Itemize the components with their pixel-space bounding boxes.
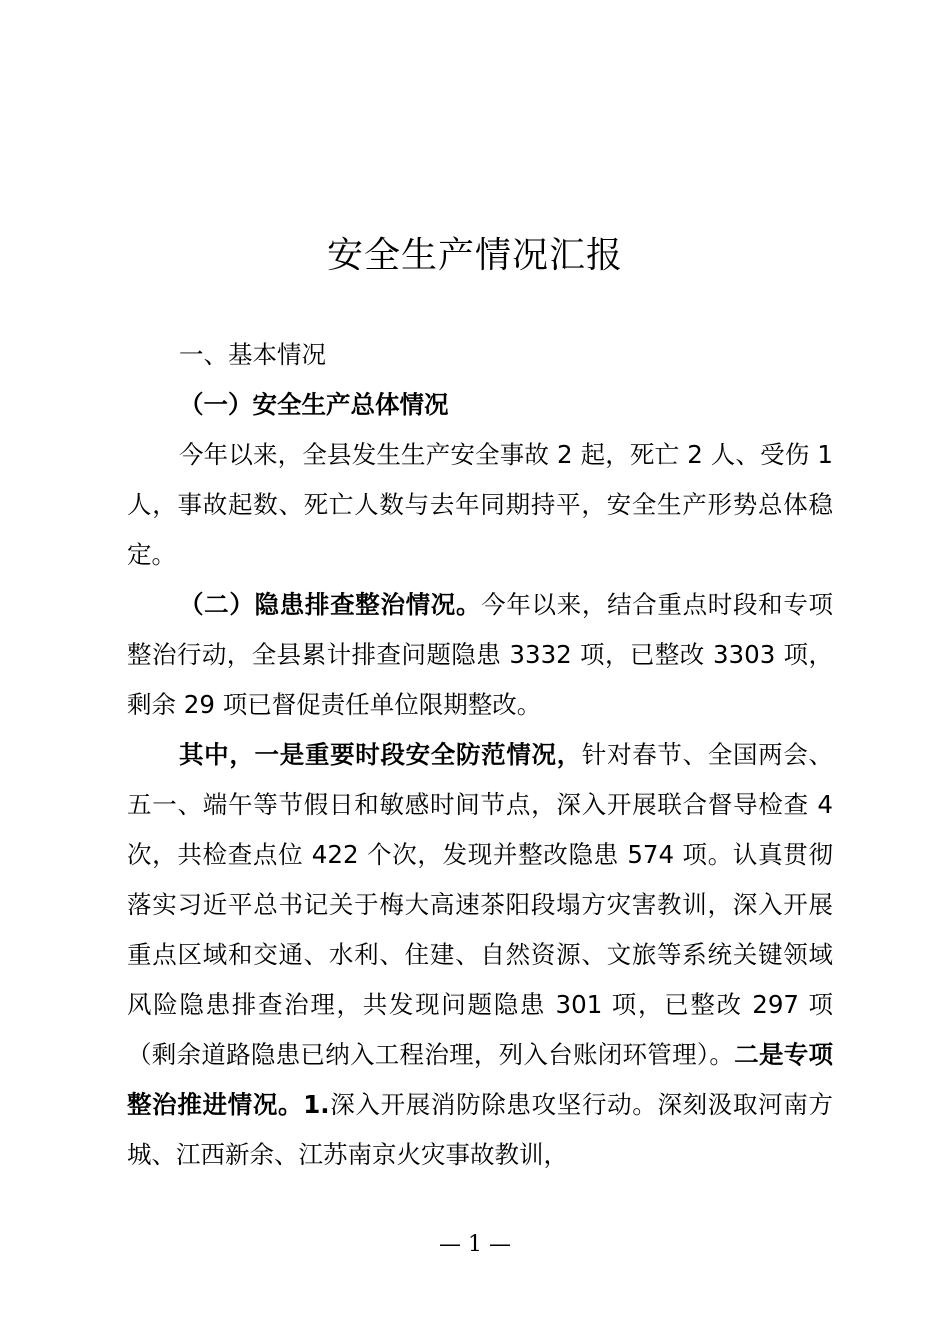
section-heading: 一、基本情况	[179, 340, 326, 369]
paragraph-details	[127, 730, 833, 1180]
document-body	[127, 330, 833, 1180]
paragraph-fire-safety-text: 深入开展消防除患攻坚行动。深刻汲取河南方城、江西新余、江苏南京火灾事故教训，	[127, 1090, 833, 1169]
subsection-heading-overall: （一）安全生产总体情况	[179, 390, 449, 419]
subsection-heading-hazard: （二）隐患排查整治情况。	[179, 590, 482, 619]
bold-lead-key-periods: 其中，一是重要时段安全防范情况，	[179, 740, 582, 769]
paragraph-key-periods-text: 针对春节、全国两会、五一、端午等节假日和敏感时间节点，深入开展联合督导检查 4 次，共检查点位 422 个次，发现并整改隐患 574 项。认真贯彻落实习近平总书记关于梅大高速茶阳段塌方灾害教训，深入开展重点区域和交通、水利、住建、自然资源、文旅等系统关键领域风险隐患排查治理，共发现问题隐患 301 项，已整改 297 项（剩余道路隐患已纳入工程治理，列入台账闭环管理）。	[127, 740, 834, 1069]
page-number: — 1 —	[439, 1232, 511, 1257]
bold-special-rectification: 二是专项整治推进情况。1.	[127, 1040, 834, 1119]
paragraph-overall: 今年以来，全县发生生产安全事故 2 起，死亡 2 人、受伤 1 人，事故起数、死亡人数与去年同期持平，安全生产形势总体稳定。	[127, 440, 833, 569]
paragraph-hazard-text: 今年以来，结合重点时段和专项整治行动，全县累计排查问题隐患 3332 项，已整改 3303 项，剩余 29 项已督促责任单位限期整改。	[127, 590, 834, 719]
document-title: 安全生产情况汇报	[326, 235, 623, 276]
paragraph-hazard-rectification	[127, 580, 833, 730]
